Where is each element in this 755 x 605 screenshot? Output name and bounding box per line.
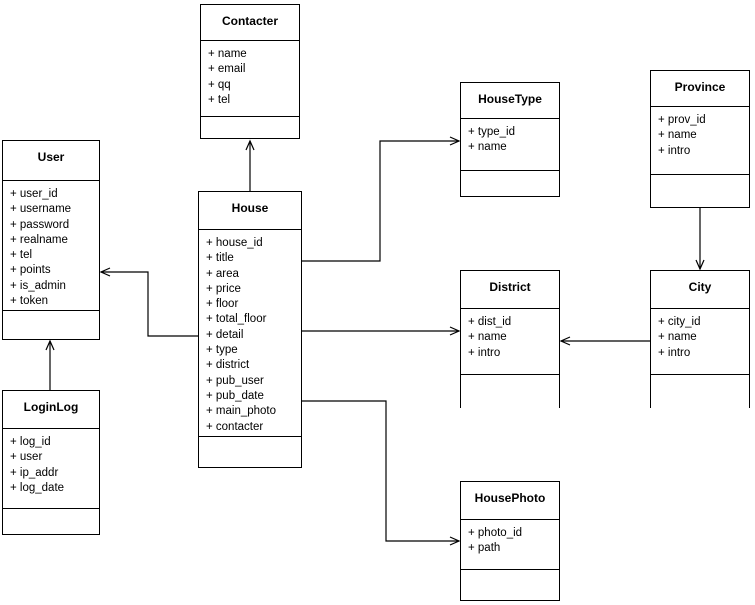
class-title-district: District	[461, 271, 559, 309]
class-title-housetype: HouseType	[461, 83, 559, 119]
attribute: + dist_id	[468, 316, 512, 328]
class-attributes-contacter	[201, 41, 299, 117]
attribute: + house_id	[206, 237, 263, 249]
class-box-province[interactable]	[650, 70, 750, 208]
attribute: + area	[206, 267, 239, 280]
class-title-housephoto: HousePhoto	[461, 482, 559, 520]
class-attributes-house	[199, 230, 301, 437]
class-operations-city	[651, 375, 749, 409]
class-box-user[interactable]	[2, 140, 100, 340]
attribute: + user	[10, 451, 43, 464]
attribute: + is_admin	[10, 279, 66, 292]
class-attributes-housephoto	[461, 520, 559, 570]
class-operations-loginlog	[3, 509, 99, 534]
attribute: + city_id	[658, 316, 701, 328]
attribute: + tel	[10, 249, 33, 262]
class-operations-contacter	[201, 117, 299, 138]
attribute: + main_photo	[206, 405, 277, 418]
attribute: + email	[208, 63, 246, 76]
class-box-city[interactable]	[650, 270, 750, 408]
class-operations-housephoto	[461, 570, 559, 600]
class-attributes-user	[3, 181, 99, 311]
attribute: + pub_user	[206, 374, 264, 387]
attribute: + photo_id	[468, 527, 523, 539]
attribute: + token	[10, 295, 49, 308]
attribute: + intro	[468, 346, 501, 359]
class-operations-housetype	[461, 171, 559, 196]
class-title-city: City	[651, 271, 749, 309]
class-title-user: User	[3, 141, 99, 181]
attribute: + name	[658, 331, 697, 344]
attribute: + intro	[658, 346, 691, 359]
class-box-house[interactable]	[198, 191, 302, 468]
attribute: + name	[658, 129, 697, 142]
attribute: + name	[208, 48, 247, 60]
attribute: + qq	[208, 78, 231, 91]
attribute: + log_date	[10, 481, 65, 494]
attribute: + path	[468, 542, 501, 555]
class-operations-user	[3, 311, 99, 339]
class-box-contacter[interactable]	[200, 4, 300, 139]
class-title-loginlog: LoginLog	[3, 391, 99, 429]
attribute: + username	[10, 203, 72, 216]
attribute: + district	[206, 359, 250, 372]
attribute: + prov_id	[658, 114, 706, 126]
class-operations-house	[199, 437, 301, 467]
class-title-house: House	[199, 192, 301, 230]
attribute: + price	[206, 282, 241, 295]
attribute: + password	[10, 218, 70, 231]
class-title-province: Province	[651, 71, 749, 107]
attribute: + user_id	[10, 188, 58, 200]
class-attributes-housetype	[461, 119, 559, 171]
attribute: + total_floor	[206, 313, 267, 326]
attribute: + contacter	[206, 420, 264, 433]
class-box-housetype[interactable]	[460, 82, 560, 197]
attribute: + type_id	[468, 126, 515, 138]
class-box-housephoto[interactable]	[460, 481, 560, 601]
class-box-district[interactable]	[460, 270, 560, 408]
class-box-loginlog[interactable]	[2, 390, 100, 535]
class-attributes-district	[461, 309, 559, 375]
class-attributes-loginlog	[3, 429, 99, 509]
attribute: + log_id	[10, 436, 51, 448]
attribute: + realname	[10, 233, 68, 246]
class-operations-province	[651, 175, 749, 207]
attribute: + ip_addr	[10, 466, 59, 479]
attribute: + pub_date	[206, 389, 264, 402]
edge-house-to-housephoto	[302, 401, 459, 541]
attribute: + detail	[206, 328, 244, 341]
class-title-contacter: Contacter	[201, 5, 299, 41]
edge-house-to-user	[101, 272, 198, 336]
attribute: + name	[468, 331, 507, 344]
attribute: + intro	[658, 144, 691, 157]
class-attributes-province	[651, 107, 749, 175]
attribute: + tel	[208, 93, 231, 106]
class-attributes-city	[651, 309, 749, 375]
attribute: + points	[10, 264, 51, 277]
attribute: + name	[468, 141, 507, 154]
attribute: + title	[206, 252, 234, 265]
class-operations-district	[461, 375, 559, 409]
edge-house-to-housetype	[302, 141, 459, 261]
attribute: + type	[206, 344, 238, 357]
attribute: + floor	[206, 298, 239, 311]
